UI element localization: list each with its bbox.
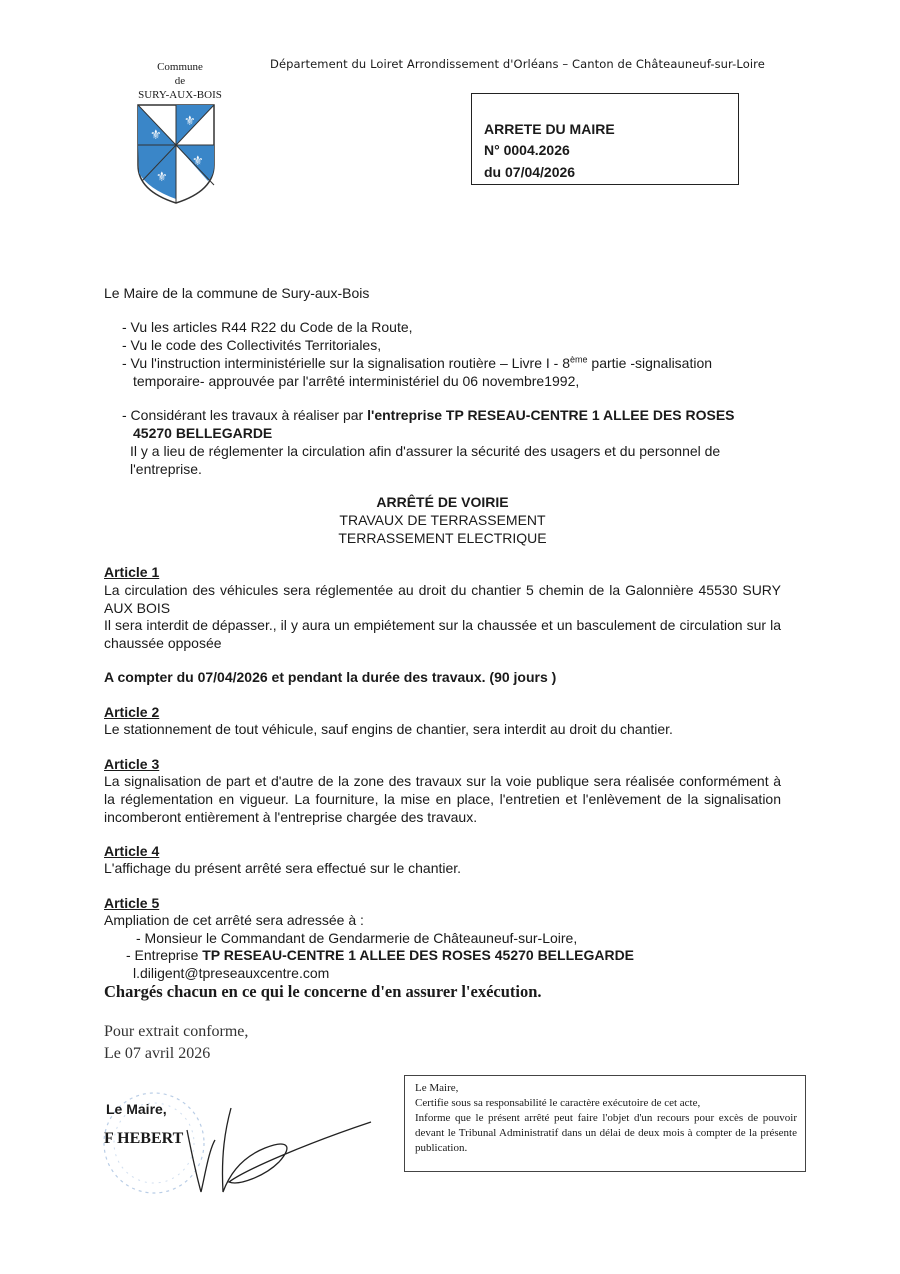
arrete-number: N° 0004.2026 [484, 142, 570, 158]
arrete-number-box [471, 93, 739, 185]
article-1-period: A compter du 07/04/2026 et pendant la durée des travaux. (90 jours ) [104, 669, 557, 685]
svg-text:⚜: ⚜ [156, 170, 168, 185]
certification-box [404, 1075, 806, 1172]
voirie-title: ARRÊTÉ DE VOIRIE [376, 494, 509, 510]
article-4-title: Article 4 [104, 843, 160, 859]
certify-mayor: Le Maire, [415, 1082, 459, 1094]
recipient-email: l.diligent@tpreseauxcentre.com [133, 965, 330, 981]
article-3-text: La signalisation de part et d'autre de la zone des travaux sur la voie publique sera réalisée conformément à la réglementation en vigueur. La fourniture, la mise en place, l'entretien et l'enlèvement de la signalisation incomberont entièrement à l'entreprise chargée des travaux. [104, 773, 781, 825]
certify-recours: Informe que le présent arrêté peut faire l'objet d'un recours pour excès de pouvoir devant le Tribunal Administratif dans un délai de deux mois à compter de la présente publication. [415, 1112, 797, 1154]
department-header: Département du Loiret Arrondissement d'Orléans – Canton de Châteauneuf-sur-Loire [270, 57, 765, 71]
svg-text:⚜: ⚜ [184, 114, 196, 129]
svg-text:⚜: ⚜ [192, 154, 204, 169]
arrete-title: ARRETE DU MAIRE [484, 121, 615, 137]
closing-date: Le 07 avril 2026 [104, 1045, 211, 1062]
article-1-title: Article 1 [104, 564, 160, 580]
voirie-subtitle-2: TERRASSEMENT ELECTRIQUE [338, 530, 547, 546]
mayor-intro: Le Maire de la commune de Sury-aux-Bois [104, 285, 370, 301]
vu-instruction-cont: temporaire- approuvée par l'arrêté interministériel du 06 novembre1992, [133, 373, 580, 389]
article-2-text: Le stationnement de tout véhicule, sauf engins de chantier, sera interdit au droit du chantier. [104, 721, 673, 737]
article-5-title: Article 5 [104, 895, 160, 911]
recipient-gendarmerie: - Monsieur le Commandant de Gendarmerie de Châteauneuf-sur-Loire, [136, 930, 578, 946]
crest-line-commune: Commune [157, 61, 203, 73]
article-2-title: Article 2 [104, 704, 160, 720]
considerant-reason: Il y a lieu de réglementer la circulation afin d'assurer la sécurité des usagers et du personnel de l'entreprise. [130, 443, 721, 477]
article-1-text: La circulation des véhicules sera réglementée au droit du chantier 5 chemin de la Galonnière 45530 SURY AUX BOIS [104, 582, 781, 616]
commune-coat-of-arms [136, 103, 216, 205]
pour-extrait: Pour extrait conforme, [104, 1023, 249, 1040]
vu-code-route: - Vu les articles R44 R22 du Code de la Route, [122, 319, 413, 335]
arrete-date: du 07/04/2026 [484, 164, 576, 180]
mayor-signature [175, 1100, 385, 1200]
article-4-text: L'affichage du présent arrêté sera effectué sur le chantier. [104, 860, 462, 876]
article-5-text: Ampliation de cet arrêté sera adressée à : [104, 912, 364, 928]
vu-instruction: - Vu l'instruction interministérielle sur la signalisation routière – Livre I - 8ème partie -signalisation [122, 354, 713, 371]
signer-name: F HEBERT [104, 1130, 184, 1147]
signer-title: Le Maire, [106, 1101, 167, 1117]
charges-execution: Chargés chacun en ce qui le concerne d'en assurer l'exécution. [104, 982, 542, 1001]
crest-line-name: SURY-AUX-BOIS [138, 89, 222, 101]
considerant: - Considérant les travaux à réaliser par l'entreprise TP RESEAU-CENTRE 1 ALLEE DES ROSES [122, 407, 735, 423]
recipient-entreprise: - Entreprise TP RESEAU-CENTRE 1 ALLEE DES ROSES 45270 BELLEGARDE [126, 947, 635, 963]
certify-executoire: Certifie sous sa responsabilité le caractère exécutoire de cet acte, [415, 1097, 701, 1109]
article-1-text-2: Il sera interdit de dépasser., il y aura un empiétement sur la chaussée et un basculement de circulation sur la chaussée opposée [104, 617, 781, 651]
crest-line-de: de [174, 75, 186, 87]
considerant-city: 45270 BELLEGARDE [133, 425, 273, 441]
svg-text:⚜: ⚜ [150, 128, 162, 143]
article-3-title: Article 3 [104, 756, 160, 772]
voirie-subtitle-1: TRAVAUX DE TERRASSEMENT [339, 512, 546, 528]
vu-code-collectivites: - Vu le code des Collectivités Territoriales, [122, 337, 382, 353]
commune-crest-caption [120, 60, 240, 102]
